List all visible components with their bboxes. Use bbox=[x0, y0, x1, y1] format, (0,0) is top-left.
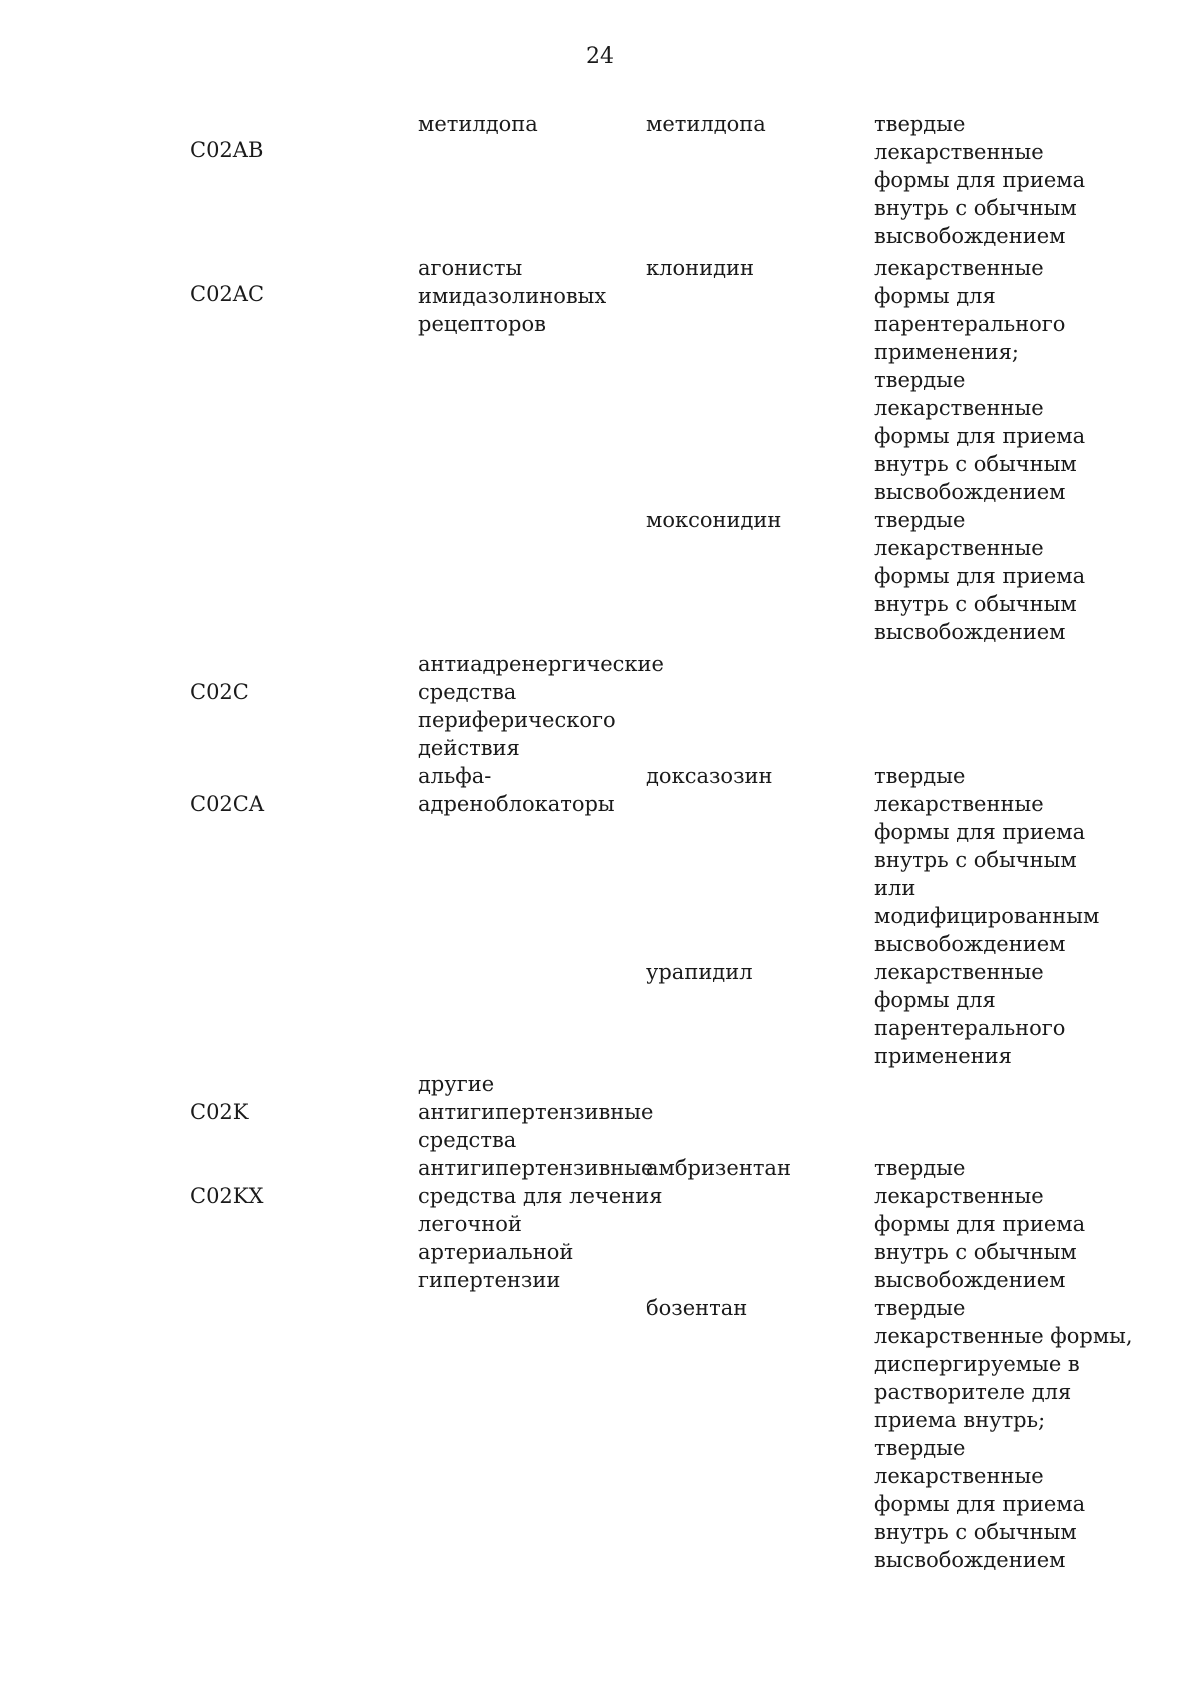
page-number: 24 bbox=[586, 44, 614, 69]
group-name: метилдопа bbox=[418, 112, 538, 136]
group-name: антиадренергические средства периферического действия bbox=[418, 652, 664, 760]
atc-code: C02KX bbox=[190, 1184, 264, 1208]
atc-code: C02AB bbox=[190, 138, 264, 162]
drug-name: бозентан bbox=[646, 1296, 748, 1320]
group-name: другие антигипертензивные средства bbox=[418, 1072, 654, 1152]
dosage-form: лекарственные формы для парентерального применения; твердые лекарственные формы для приема внутрь с обычным высвобождением bbox=[874, 256, 1086, 504]
dosage-form: твердые лекарственные формы для приема внутрь с обычным или модифицированным высвобождением bbox=[874, 764, 1100, 956]
drug-name: метилдопа bbox=[646, 112, 766, 136]
drug-name: моксонидин bbox=[646, 508, 782, 532]
atc-code: C02CA bbox=[190, 792, 265, 816]
drug-name: доксазозин bbox=[646, 764, 773, 788]
drug-name: амбризентан bbox=[646, 1156, 791, 1180]
atc-code: C02AC bbox=[190, 282, 265, 306]
dosage-form: твердые лекарственные формы для приема внутрь с обычным высвобождением bbox=[874, 112, 1086, 248]
atc-code: C02C bbox=[190, 680, 249, 704]
dosage-form: твердые лекарственные формы, диспергируемые в растворителе для приема внутрь; твердые лекарственные формы для приема внутрь с обычным высвобождением bbox=[874, 1296, 1133, 1572]
atc-code: C02K bbox=[190, 1100, 249, 1124]
drug-name: клонидин bbox=[646, 256, 755, 280]
group-name: агонисты имидазолиновых рецепторов bbox=[418, 256, 607, 336]
drug-name: урапидил bbox=[646, 960, 753, 984]
group-name: антигипертензивные средства для лечения легочной артериальной гипертензии bbox=[418, 1156, 663, 1292]
dosage-form: твердые лекарственные формы для приема внутрь с обычным высвобождением bbox=[874, 508, 1086, 644]
dosage-form: лекарственные формы для парентерального применения bbox=[874, 960, 1066, 1068]
group-name: альфа- адреноблокаторы bbox=[418, 764, 615, 816]
dosage-form: твердые лекарственные формы для приема внутрь с обычным высвобождением bbox=[874, 1156, 1086, 1292]
